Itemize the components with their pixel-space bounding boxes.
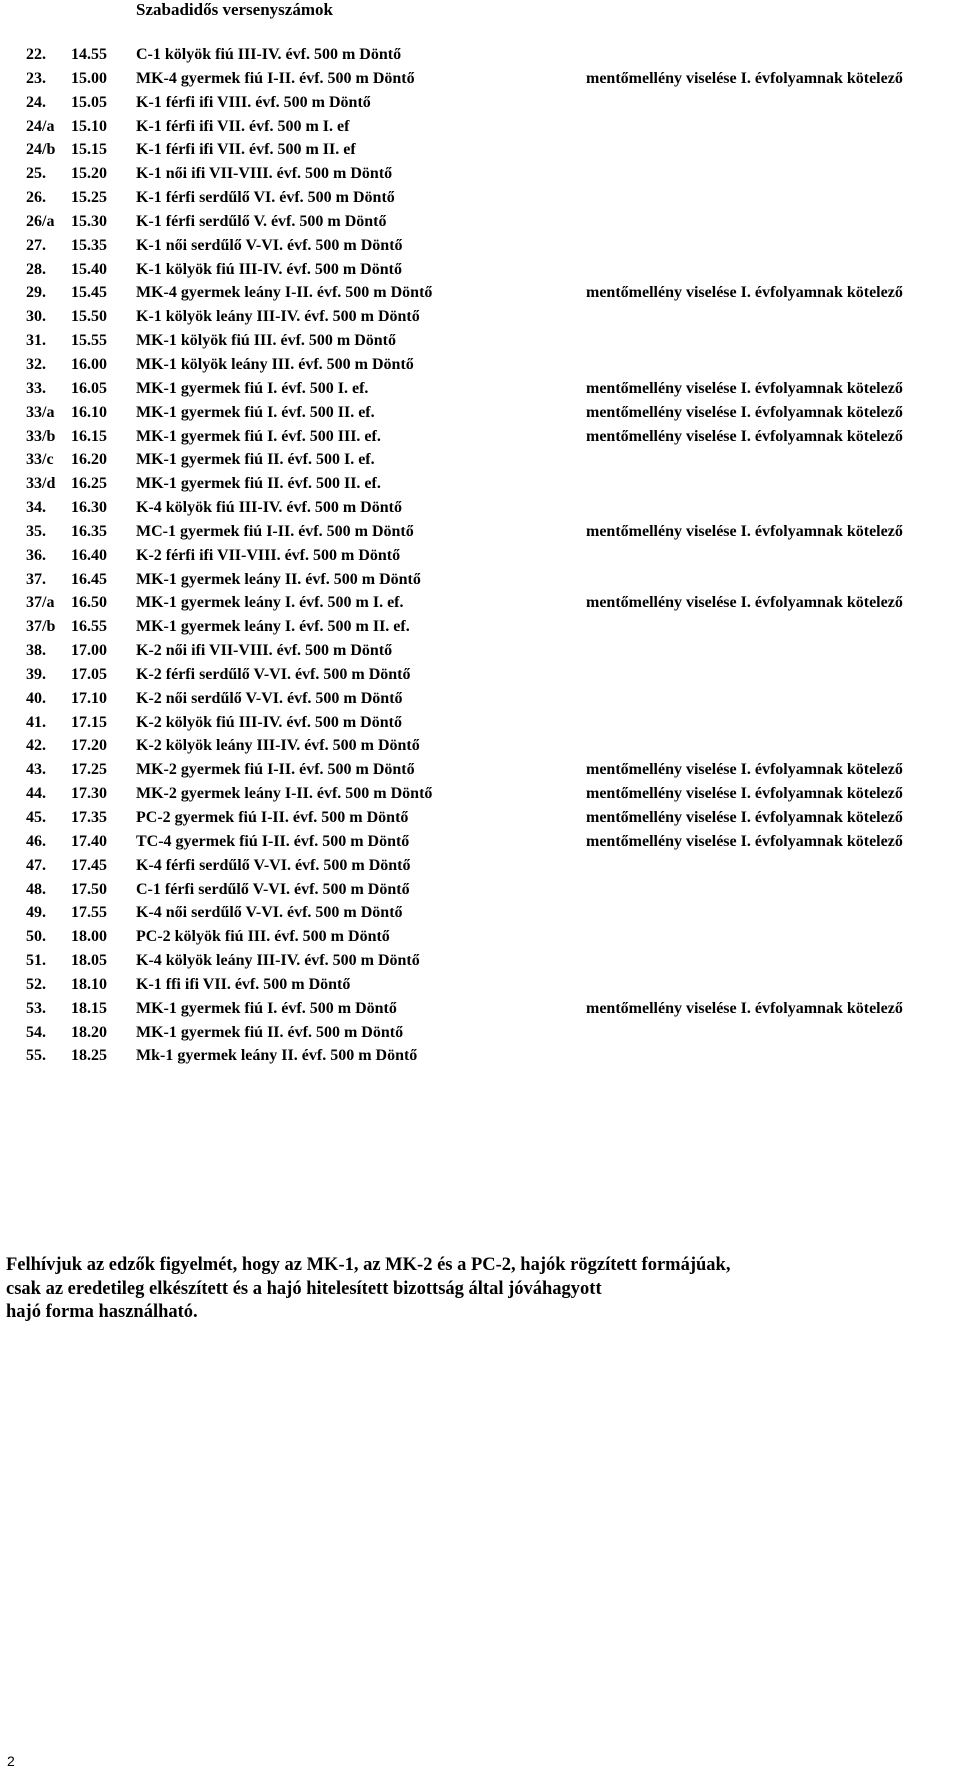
race-number: 51. [26, 952, 46, 970]
race-time: 16.50 [71, 594, 107, 612]
race-event: K-2 női serdűlő V-VI. évf. 500 m Döntő [136, 689, 403, 707]
race-number: 33/a [26, 403, 55, 421]
race-number: 31. [26, 332, 46, 350]
race-time: 16.30 [71, 499, 107, 517]
race-note: mentőmellény viselése I. évfolyamnak kötelező [586, 379, 903, 397]
race-time: 17.45 [71, 856, 107, 874]
race-time: 17.25 [71, 761, 107, 779]
race-event: MK-2 gyermek leány I-II. évf. 500 m Döntő [136, 785, 433, 803]
race-number: 28. [26, 260, 46, 278]
race-event: K-4 kölyök fiú III-IV. évf. 500 m Döntő [136, 499, 402, 517]
race-event: K-4 kölyök leány III-IV. évf. 500 m Döntő [136, 952, 420, 970]
race-time: 15.00 [71, 69, 107, 87]
race-time: 17.05 [71, 665, 107, 683]
race-number: 37/a [26, 594, 55, 612]
race-event: MK-1 gyermek fiú II. évf. 500 II. ef. [136, 475, 381, 493]
schedule-row [0, 425, 960, 449]
race-time: 17.35 [71, 809, 107, 826]
race-time: 15.40 [71, 260, 107, 278]
race-event: PC-2 kölyök fiú III. évf. 500 m Döntő [136, 928, 390, 946]
schedule-row [0, 281, 960, 305]
race-note: mentőmellény viselése I. évfolyamnak kötelező [586, 427, 903, 445]
race-note: mentőmellény viselése I. évfolyamnak kötelező [586, 522, 903, 540]
coach-notice [6, 1254, 956, 1325]
race-event: MK-1 gyermek fiú II. évf. 500 m Döntő [136, 1023, 404, 1041]
race-number: 24. [26, 93, 46, 111]
schedule-row [0, 234, 960, 258]
race-number: 49. [26, 904, 46, 922]
race-schedule [0, 43, 960, 1068]
race-number: 42. [26, 737, 46, 755]
race-event: MC-1 gyermek fiú I-II. évf. 500 m Döntő [136, 522, 414, 540]
schedule-row [0, 734, 960, 758]
race-event: MK-1 gyermek leány I. évf. 500 m II. ef. [136, 618, 410, 636]
race-time: 15.10 [71, 117, 107, 135]
schedule-row [0, 591, 960, 615]
race-event: MK-1 gyermek fiú I. évf. 500 III. ef. [136, 427, 381, 445]
race-time: 16.55 [71, 618, 107, 636]
schedule-row [0, 782, 960, 806]
race-time: 15.20 [71, 165, 107, 183]
race-time: 18.00 [71, 928, 107, 946]
race-event: K-1 ffi ifi VII. évf. 500 m Döntő [136, 975, 351, 993]
race-time: 17.30 [71, 785, 107, 803]
schedule-row [0, 472, 960, 496]
schedule-row [0, 162, 960, 186]
race-number: 41. [26, 713, 46, 731]
race-number: 44. [26, 785, 46, 803]
race-number: 25. [26, 165, 46, 183]
schedule-row [0, 43, 960, 67]
race-time: 16.05 [71, 379, 107, 397]
race-note: mentőmellény viselése I. évfolyamnak kötelező [586, 284, 903, 302]
schedule-row [0, 353, 960, 377]
race-event: K-1 férfi ifi VII. évf. 500 m II. ef [136, 141, 356, 159]
race-time: 15.25 [71, 189, 107, 207]
race-event: K-2 női ifi VII-VIII. évf. 500 m Döntő [136, 642, 393, 660]
race-number: 47. [26, 856, 46, 874]
race-number: 48. [26, 880, 46, 898]
race-number: 55. [26, 1047, 46, 1065]
schedule-row [0, 186, 960, 210]
race-number: 36. [26, 546, 46, 564]
schedule-row [0, 687, 960, 711]
race-time: 18.15 [71, 999, 107, 1017]
schedule-row [0, 806, 960, 830]
race-time: 16.45 [71, 570, 107, 588]
race-event: MK-1 gyermek leány II. évf. 500 m Döntő [136, 570, 421, 588]
race-number: 22. [26, 46, 46, 63]
schedule-row [0, 901, 960, 925]
schedule-row [0, 377, 960, 401]
race-note: mentőmellény viselése I. évfolyamnak kötelező [586, 785, 903, 803]
race-number: 37. [26, 570, 46, 588]
race-time: 14.55 [71, 46, 107, 63]
schedule-row [0, 210, 960, 234]
race-event: MK-4 gyermek leány I-II. évf. 500 m Döntő [136, 284, 433, 302]
race-number: 26. [26, 189, 46, 207]
race-number: 52. [26, 975, 46, 993]
schedule-row [0, 305, 960, 329]
schedule-row [0, 997, 960, 1021]
race-time: 16.00 [71, 355, 107, 373]
race-number: 53. [26, 999, 46, 1017]
race-time: 16.40 [71, 546, 107, 564]
race-event: K-1 férfi serdűlő VI. évf. 500 m Döntő [136, 189, 395, 207]
race-event: C-1 férfi serdűlő V-VI. évf. 500 m Döntő [136, 880, 410, 898]
schedule-row [0, 67, 960, 91]
race-number: 27. [26, 236, 46, 254]
race-time: 18.05 [71, 952, 107, 970]
schedule-row [0, 520, 960, 544]
schedule-row [0, 830, 960, 854]
notice-line: hajó forma használható. [6, 1302, 198, 1322]
race-event: K-1 kölyök leány III-IV. évf. 500 m Döntő [136, 308, 420, 326]
race-time: 17.55 [71, 904, 107, 922]
race-number: 23. [26, 69, 46, 87]
race-number: 39. [26, 665, 46, 683]
schedule-row [0, 711, 960, 735]
race-time: 15.50 [71, 308, 107, 326]
race-number: 38. [26, 642, 46, 660]
race-number: 45. [26, 809, 46, 826]
page-title: Szabadidős versenyszámok [136, 0, 333, 19]
schedule-row [0, 329, 960, 353]
race-event: TC-4 gyermek fiú I-II. évf. 500 m Döntő [136, 832, 410, 850]
schedule-row [0, 949, 960, 973]
race-number: 33/b [26, 427, 56, 445]
notice-line: csak az eredetileg elkészített és a hajó hitelesített bizottság által jóváhagyott [6, 1278, 602, 1299]
schedule-row [0, 496, 960, 520]
schedule-row [0, 91, 960, 115]
race-event: K-1 női ifi VII-VIII. évf. 500 m Döntő [136, 165, 393, 183]
race-time: 16.15 [71, 427, 107, 445]
race-event: PC-2 gyermek fiú I-II. évf. 500 m Döntő [136, 809, 409, 826]
race-event: MK-2 gyermek fiú I-II. évf. 500 m Döntő [136, 761, 415, 779]
race-event: K-1 kölyök fiú III-IV. évf. 500 m Döntő [136, 260, 402, 278]
race-time: 17.20 [71, 737, 107, 755]
schedule-row [0, 854, 960, 878]
race-event: K-1 férfi ifi VII. évf. 500 m I. ef [136, 117, 350, 135]
race-note: mentőmellény viselése I. évfolyamnak kötelező [586, 809, 903, 826]
race-time: 17.50 [71, 880, 107, 898]
race-number: 32. [26, 355, 46, 373]
race-event: K-4 női serdűlő V-VI. évf. 500 m Döntő [136, 904, 403, 922]
race-time: 15.45 [71, 284, 107, 302]
race-time: 17.15 [71, 713, 107, 731]
schedule-row [0, 663, 960, 687]
race-time: 18.10 [71, 975, 107, 993]
race-event: MK-1 gyermek fiú I. évf. 500 II. ef. [136, 403, 375, 421]
race-event: K-1 férfi serdűlő V. évf. 500 m Döntő [136, 212, 387, 230]
schedule-row [0, 544, 960, 568]
race-time: 15.05 [71, 93, 107, 111]
race-time: 17.10 [71, 689, 107, 707]
schedule-row [0, 568, 960, 592]
race-number: 43. [26, 761, 46, 779]
race-time: 18.20 [71, 1023, 107, 1041]
schedule-row [0, 878, 960, 902]
schedule-row [0, 1044, 960, 1068]
race-time: 15.35 [71, 236, 107, 254]
race-number: 54. [26, 1023, 46, 1041]
schedule-row [0, 925, 960, 949]
race-number: 24/a [26, 117, 55, 135]
race-note: mentőmellény viselése I. évfolyamnak kötelező [586, 594, 903, 612]
race-event: K-2 kölyök leány III-IV. évf. 500 m Döntő [136, 737, 420, 755]
notice-line: Felhívjuk az edzők figyelmét, hogy az MK-1, az MK-2 és a PC-2, hajók rögzített formájúak, [6, 1255, 731, 1275]
race-note: mentőmellény viselése I. évfolyamnak kötelező [586, 403, 903, 421]
schedule-row [0, 138, 960, 162]
schedule-row [0, 758, 960, 782]
race-number: 40. [26, 689, 46, 707]
race-time: 15.15 [71, 141, 107, 159]
race-number: 29. [26, 284, 46, 302]
race-event: K-2 kölyök fiú III-IV. évf. 500 m Döntő [136, 713, 402, 731]
race-event: MK-1 kölyök fiú III. évf. 500 m Döntő [136, 332, 397, 350]
race-time: 16.10 [71, 403, 107, 421]
race-time: 16.35 [71, 522, 107, 540]
schedule-row [0, 115, 960, 139]
race-note: mentőmellény viselése I. évfolyamnak kötelező [586, 999, 903, 1017]
race-number: 35. [26, 522, 46, 540]
race-note: mentőmellény viselése I. évfolyamnak kötelező [586, 69, 903, 87]
race-time: 17.40 [71, 832, 107, 850]
race-time: 15.30 [71, 212, 107, 230]
race-event: MK-1 kölyök leány III. évf. 500 m Döntő [136, 355, 414, 373]
schedule-row [0, 639, 960, 663]
race-number: 50. [26, 928, 46, 946]
schedule-row [0, 258, 960, 282]
race-event: MK-4 gyermek fiú I-II. évf. 500 m Döntő [136, 69, 415, 87]
race-number: 33. [26, 379, 46, 397]
page-number: 2 [7, 1753, 15, 1769]
schedule-row [0, 973, 960, 997]
race-event: K-2 férfi serdűlő V-VI. évf. 500 m Döntő [136, 665, 411, 683]
race-event: K-4 férfi serdűlő V-VI. évf. 500 m Döntő [136, 856, 411, 874]
race-time: 16.20 [71, 451, 107, 469]
schedule-row [0, 615, 960, 639]
race-number: 33/d [26, 475, 56, 493]
race-number: 26/a [26, 212, 55, 230]
race-event: MK-1 gyermek fiú II. évf. 500 I. ef. [136, 451, 375, 469]
race-time: 17.00 [71, 642, 107, 660]
race-event: MK-1 gyermek leány I. évf. 500 m I. ef. [136, 594, 404, 612]
race-number: 46. [26, 832, 46, 850]
race-event: MK-1 gyermek fiú I. évf. 500 m Döntő [136, 999, 397, 1017]
race-number: 34. [26, 499, 46, 517]
schedule-row [0, 448, 960, 472]
race-event: C-1 kölyök fiú III-IV. évf. 500 m Döntő [136, 46, 402, 63]
race-time: 15.55 [71, 332, 107, 350]
race-time: 16.25 [71, 475, 107, 493]
race-note: mentőmellény viselése I. évfolyamnak kötelező [586, 832, 903, 850]
race-number: 33/c [26, 451, 54, 469]
race-note: mentőmellény viselése I. évfolyamnak kötelező [586, 761, 903, 779]
schedule-row [0, 401, 960, 425]
race-event: MK-1 gyermek fiú I. évf. 500 I. ef. [136, 379, 369, 397]
race-event: K-1 férfi ifi VIII. évf. 500 m Döntő [136, 93, 371, 111]
schedule-row [0, 1021, 960, 1045]
race-number: 30. [26, 308, 46, 326]
race-time: 18.25 [71, 1047, 107, 1065]
race-event: K-1 női serdűlő V-VI. évf. 500 m Döntő [136, 236, 403, 254]
race-number: 24/b [26, 141, 56, 159]
race-number: 37/b [26, 618, 56, 636]
race-event: K-2 férfi ifi VII-VIII. évf. 500 m Döntő [136, 546, 401, 564]
race-event: Mk-1 gyermek leány II. évf. 500 m Döntő [136, 1047, 418, 1065]
